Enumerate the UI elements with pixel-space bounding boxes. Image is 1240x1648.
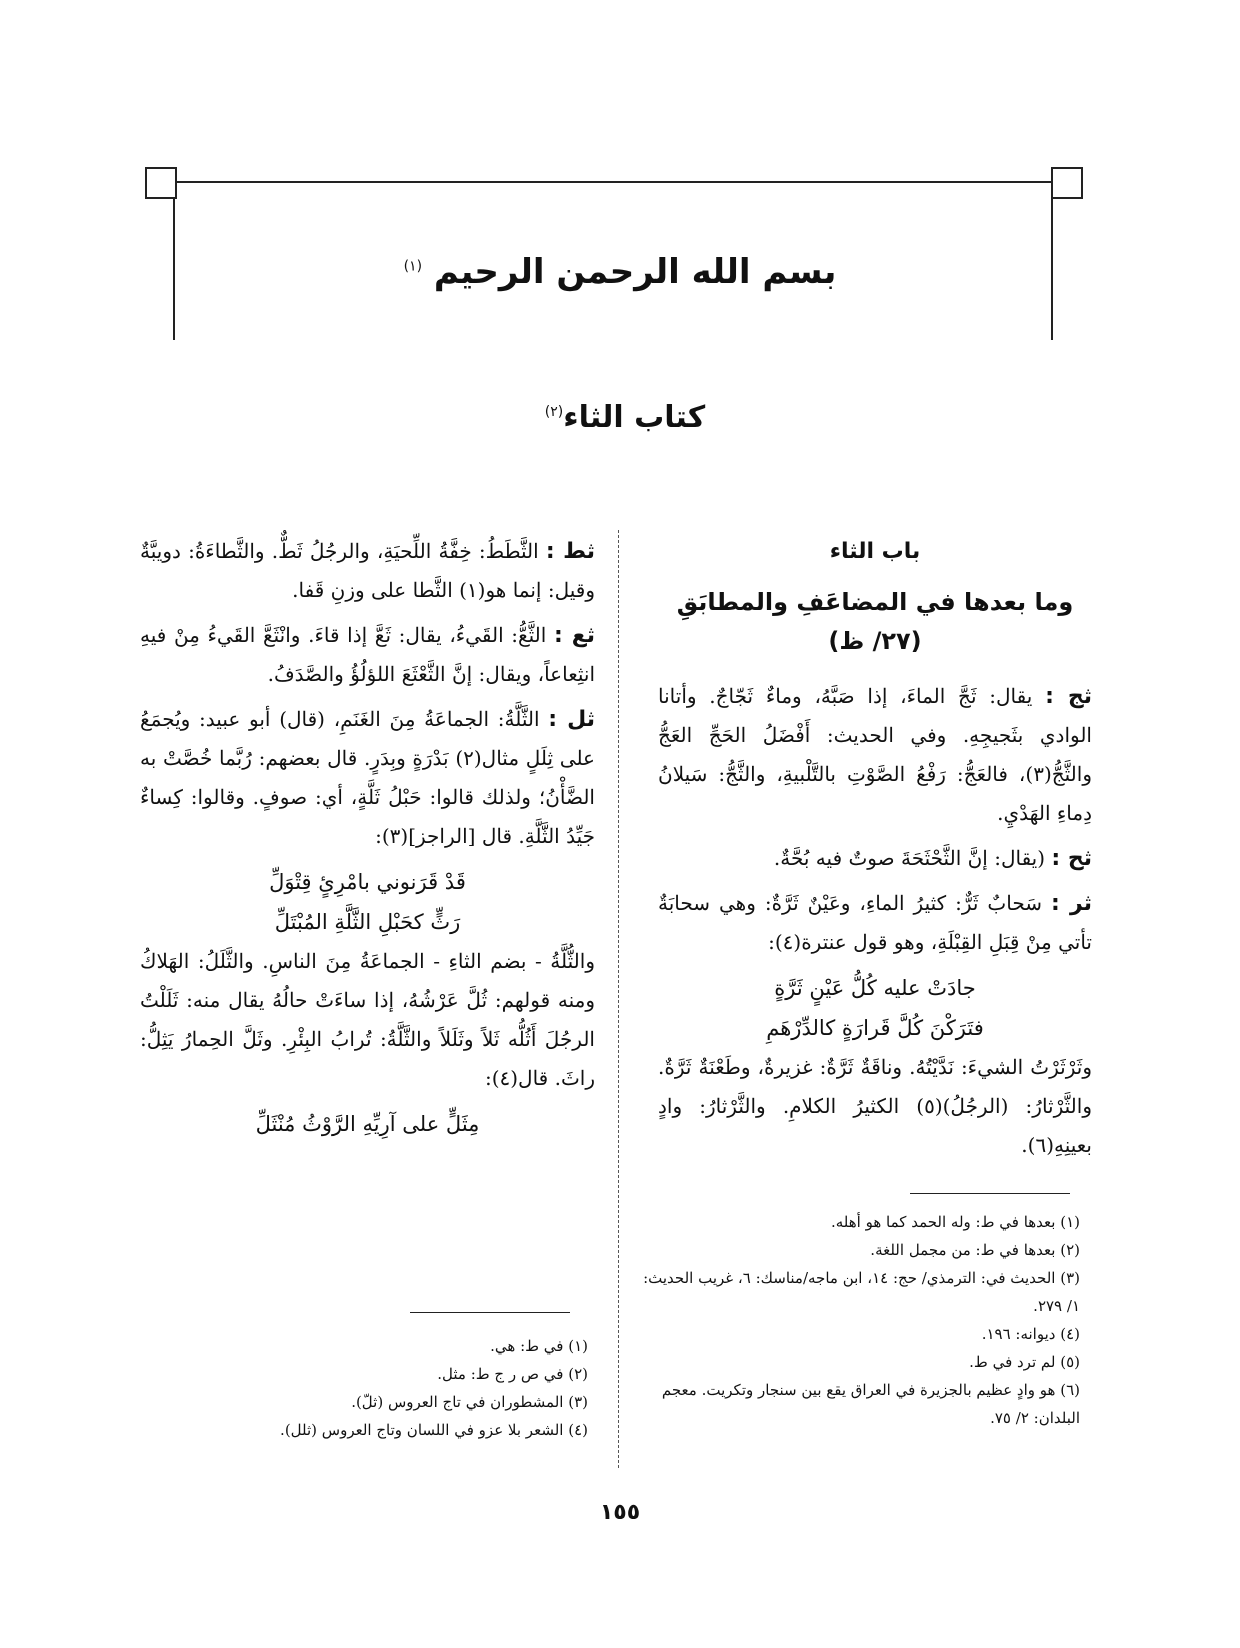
frame-right-line bbox=[1051, 181, 1053, 340]
footnote: (١) في ط: هي. bbox=[490, 1337, 588, 1355]
verse-line: قَدْ قَرَنوني بامْرِئٍ قِتْوَلِّ bbox=[269, 870, 466, 894]
entry-continuation: والثُّلَّةُ - بضم الثاءِ - الجماعَةُ مِنَ الناسِ. والثَّلَلُ: الهَلاكُ ومنه قولهم: ثُلَّ عَرْشُهُ، إذا ساءَتْ حالُهُ يقال منه: ثَلَلْتُ الرجُلَ أَثُلُّه ثَلاً وثَلَلاً والثَّلَّةُ: تُرابُ البِئْرِ. وثَلَّ الحِمارُ يَثِلُّ: راثَ. قال(٤): bbox=[140, 949, 595, 1090]
footnote: (٤) الشعر بلا عزو في اللسان وتاج العروس (ثلل). bbox=[280, 1421, 588, 1439]
footnote: (٣) الحديث في: الترمذي/ حج: ١٤، ابن ماجه/مناسك: ٦، غريب الحديث: ١/ ٢٧٩. bbox=[643, 1269, 1080, 1315]
headword: ثح : bbox=[1051, 846, 1092, 871]
book-title-text: كتاب الثاء bbox=[563, 400, 706, 435]
entry-thl bbox=[140, 700, 595, 856]
footnotes-right bbox=[640, 1208, 1080, 1432]
footnotes-left bbox=[190, 1332, 588, 1444]
footnote: (١) بعدها في ط: وله الحمد كما هو أهله. bbox=[831, 1213, 1080, 1231]
entry-text: الثَّلَّةُ: الجماعَةُ مِنَ الغَنَمِ، (قال) أبو عبيد: ويُجمَعُ على ثِلَلٍ مثال(٢) بَدْرَةٍ وبِدَرٍ. قال بعضهم: رُبَّما خُصَّتْ به الضَّأْنُ؛ ولذلك قالوا: حَبْلُ ثَلَّةٍ، أي: صوفٍ. وقالوا: كِساءٌ جَيِّدُ الثَّلَّةِ. قال [الراجز](٣): bbox=[140, 707, 595, 848]
footnote: (٣) المشطوران في تاج العروس (ثلّ). bbox=[351, 1393, 588, 1411]
verse-line: جادَتْ عليه كُلُّ عَيْنٍ ثَرَّةٍ bbox=[774, 976, 976, 1000]
frame-left-line bbox=[173, 181, 175, 340]
basmala-ref: (١) bbox=[403, 258, 423, 275]
entry-text: الثَّعُّ: القَيءُ، يقال: ثَعَّ إذا قاءَ. وانْثَعَّ القَيءُ مِنْ فيهِ انثِعاعاً، ويقال: إنَّ الثَّعْثَعَ اللؤلُؤُ والصَّدَفُ. bbox=[140, 623, 595, 686]
verse-line: رَثٍّ كحَبْلِ الثَّلَّةِ المُبْتَلِّ bbox=[274, 910, 461, 934]
basmala bbox=[380, 252, 860, 292]
frame-right-square bbox=[1051, 167, 1083, 199]
footnote: (٢) بعدها في ط: من مجمل اللغة. bbox=[870, 1241, 1080, 1259]
column-divider bbox=[618, 530, 619, 1468]
entry-text: سَحابٌ ثَرٌّ: كثيرُ الماءِ، وعَيْنٌ ثَرَّةٌ: وهي سحابَةٌ تأتي مِنْ قِبَلِ القِبْلَةِ، وهو قول عنترة(٤): bbox=[658, 891, 1092, 954]
frame-top-line bbox=[145, 181, 1083, 183]
entry-thr bbox=[658, 884, 1092, 962]
headword: ثر : bbox=[1051, 891, 1093, 916]
basmala-text: بسم الله الرحمن الرحيم bbox=[433, 252, 837, 292]
entry-text: يقال: ثَجَّ الماءَ، إذا صَبَّهُ، وماءٌ ثَجّاجٌ. وأتانا الوادي بثَجيجِهِ. وفي الحديث: أَفْضَلُ الحَجِّ العَجُّ والثَّجُّ(٣)، فالعَجُّ: رَفْعُ الصَّوْتِ بالتَّلْبيةِ، والثَّجُّ: سَيلانُ دِماءِ الهَدْيِ. bbox=[658, 684, 1092, 825]
book-title-ref: (٢) bbox=[544, 404, 564, 420]
verse-line: مِثَلٍّ على آرِيِّهِ الرَّوْثُ مُنْثَلِّ bbox=[255, 1112, 480, 1136]
frame-left-square bbox=[145, 167, 177, 199]
right-column bbox=[658, 532, 1092, 1171]
entry-thj bbox=[658, 677, 1092, 833]
footnote: (٦) هو وادٍ عظيم بالجزيرة في العراق يقع بين سنجار وتكريت. معجم البلدان: ٢/ ٧٥. bbox=[661, 1381, 1080, 1427]
entry-text: الثَّطَطُ: خِفَّةُ اللِّحيَةِ، والرجُلُ ثَطٌّ. والثَّطاءَةُ: دويبَّةٌ وقيل: إنما هو(١) الثَّطا على وزنِ قَفا. bbox=[140, 539, 595, 602]
page-number: ١٥٥ bbox=[599, 1500, 641, 1525]
headword: ثل : bbox=[548, 707, 596, 732]
headword: ثج : bbox=[1045, 684, 1093, 709]
entry-tht bbox=[140, 532, 595, 610]
entry-text: (يقال: إنَّ الثَّحْثَحَةَ صوتٌ فيه بُحَّةٌ. bbox=[773, 846, 1046, 870]
footnote: (٤) ديوانه: ١٩٦. bbox=[981, 1325, 1080, 1343]
entry-continuation: وثَرْثَرْتُ الشيءَ: نَدَّيْتُهُ. وناقَةٌ ثَرَّةٌ: غزيرةٌ، وطَعْنَةٌ ثَرَّةٌ. والثَّرْثارُ: (الرجُلُ)(٥) الكثيرُ الكلامِ. والثَّرْثارُ: وادٍ بعينِهِ(٦). bbox=[658, 1055, 1092, 1157]
footnote: (٢) في ص ر ج ط: مثل. bbox=[437, 1365, 588, 1383]
left-column bbox=[140, 532, 595, 1144]
footnote-rule-left bbox=[410, 1312, 570, 1313]
chapter-heading: باب الثاء bbox=[829, 539, 921, 564]
footnote: (٥) لم ترد في ط. bbox=[969, 1353, 1080, 1371]
headword: ثع : bbox=[553, 623, 595, 648]
verse-line: فتَرَكْنَ كُلَّ قَرارَةٍ كالدِّرْهَمِ bbox=[766, 1016, 984, 1040]
entry-thh bbox=[658, 839, 1092, 878]
headword: ثط : bbox=[545, 539, 596, 564]
book-title bbox=[400, 400, 850, 435]
footnote-rule-right bbox=[910, 1193, 1070, 1194]
chapter-subheading: وما بعدها في المضاعَفِ والمطابَقِ (٢٧/ ظ) bbox=[676, 588, 1074, 655]
entry-tha bbox=[140, 616, 595, 694]
